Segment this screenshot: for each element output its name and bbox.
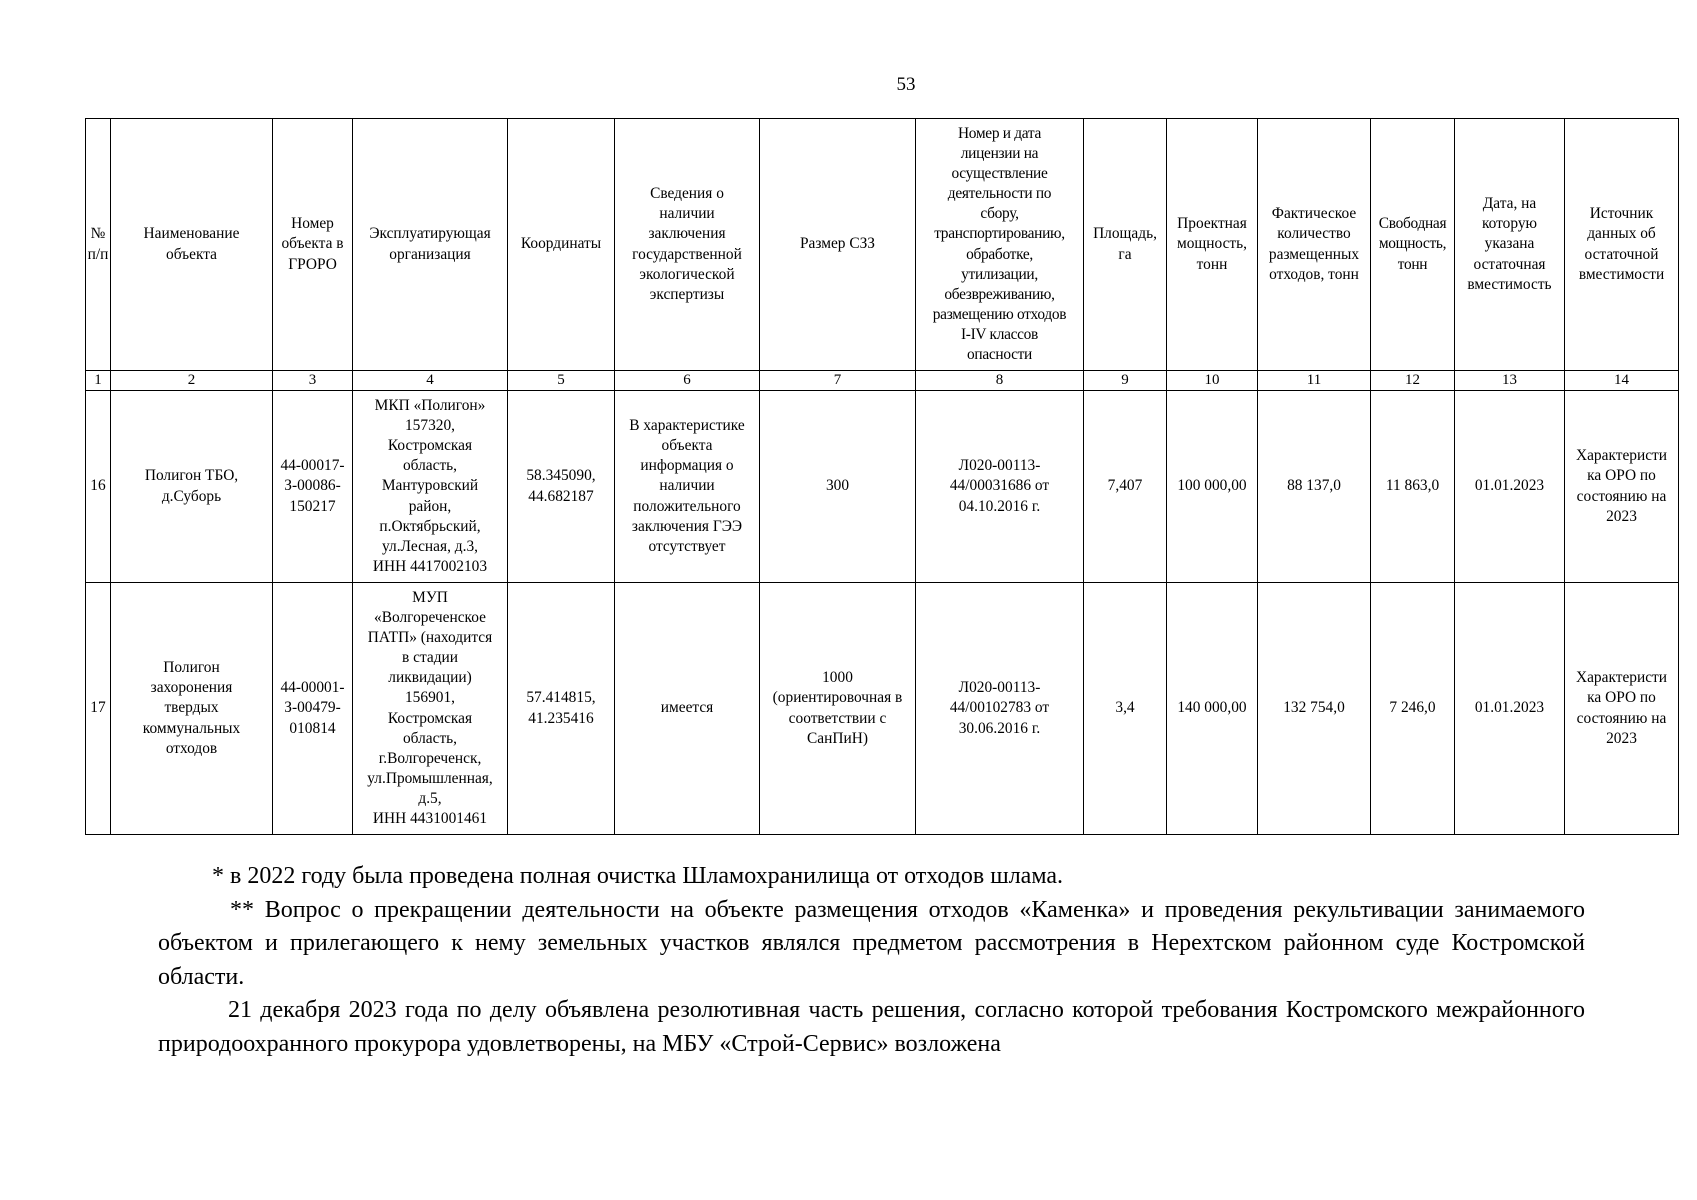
- paragraph-court-decision: 21 декабря 2023 года по делу объявлена резолютивная часть решения, согласно которой требования Костромского межрайонного природоохранного прокурора удовлетворены, на МБУ «Строй-Сервис» возложена: [158, 997, 1585, 1057]
- license-cell: [916, 583, 1084, 835]
- column-number: 11: [1258, 371, 1371, 391]
- cell-text-line: отходов: [165, 739, 218, 757]
- column-number: 2: [111, 371, 273, 391]
- cell-text-line: наличии: [659, 205, 715, 223]
- column-number: 12: [1371, 371, 1455, 391]
- design-capacity-cell: 100 000,00: [1167, 391, 1258, 583]
- column-number: 4: [353, 371, 508, 391]
- cell-text-line: Дата, на: [1482, 195, 1537, 213]
- waste-facilities-table: [85, 118, 1679, 835]
- column-number-row: [86, 371, 1679, 391]
- cell-text-line: Эксплуатирующая: [369, 225, 491, 243]
- cell-text-line: которую: [1481, 215, 1538, 233]
- cell-text-line: МУП: [412, 589, 448, 607]
- cell-text-line: ликвидации): [388, 669, 472, 687]
- cell-text-line: д.5,: [418, 789, 442, 807]
- cell-text-line: состоянию на: [1576, 709, 1667, 727]
- cell-text-line: Свободная: [1378, 215, 1447, 233]
- header-cell: [1167, 119, 1258, 371]
- license-cell: [916, 391, 1084, 583]
- cell-text-line: Костромская: [387, 437, 473, 455]
- object-name-cell: [111, 391, 273, 583]
- source-cell: [1565, 583, 1679, 835]
- cell-text-line: Проектная: [1177, 215, 1247, 233]
- cell-text-line: ка ОРО по: [1587, 467, 1656, 485]
- cell-text-line: тонн: [1397, 255, 1428, 273]
- cell-text-line: га: [1118, 245, 1132, 263]
- header-row: [86, 119, 1679, 371]
- groro-number-cell: [273, 391, 353, 583]
- cell-text-line: осуществление: [951, 165, 1048, 183]
- cell-text-line: Полигон: [163, 659, 220, 677]
- cell-text-line: 157320,: [404, 417, 456, 435]
- cell-text-line: п.Октябрьский,: [379, 517, 481, 535]
- cell-text-line: «Волгореченское: [374, 609, 486, 627]
- cell-text-line: остаточной: [1584, 245, 1659, 263]
- cell-text-line: объекта в: [281, 235, 344, 253]
- cell-text-line: транспортированию,: [934, 225, 1065, 243]
- cell-text-line: 44-00001-: [280, 679, 345, 697]
- date-cell: 01.01.2023: [1455, 391, 1565, 583]
- source-cell: [1565, 391, 1679, 583]
- cell-text-line: информация о: [640, 457, 734, 475]
- cell-text-line: соответствии с: [788, 709, 887, 727]
- header-cell: [760, 119, 916, 371]
- cell-text-line: 44.682187: [528, 487, 594, 505]
- cell-text-line: Фактическое: [1271, 205, 1357, 223]
- column-number: 10: [1167, 371, 1258, 391]
- cell-text-line: размещению отходов: [932, 305, 1067, 323]
- header-cell: [1258, 119, 1371, 371]
- actual-amount-cell: 132 754,0: [1258, 583, 1371, 835]
- cell-text-line: ГРОРО: [288, 255, 337, 273]
- cell-text-line: деятельности по: [947, 185, 1052, 203]
- cell-text-line: 58.345090,: [526, 467, 596, 485]
- cell-text-line: организация: [389, 245, 471, 263]
- header-cell: [1455, 119, 1565, 371]
- cell-text-line: МКП «Полигон»: [374, 397, 486, 415]
- cell-text-line: 04.10.2016 г.: [958, 497, 1041, 515]
- cell-text-line: 30.06.2016 г.: [958, 719, 1041, 737]
- cell-text-line: твердых: [164, 699, 219, 717]
- cell-text-line: объекта: [661, 437, 713, 455]
- cell-text-line: отсутствует: [648, 537, 726, 555]
- cell-text-line: ИНН 4417002103: [372, 557, 488, 575]
- row-number-cell: 16: [86, 391, 111, 583]
- date-cell: 01.01.2023: [1455, 583, 1565, 835]
- cell-text-line: Характеристи: [1575, 447, 1668, 465]
- cell-text-line: район,: [408, 497, 452, 515]
- cell-text-line: 150217: [289, 497, 336, 515]
- cell-text-line: область,: [402, 729, 458, 747]
- area-cell: 7,407: [1084, 391, 1167, 583]
- header-cell: [111, 119, 273, 371]
- cell-text-line: Номер и дата: [957, 125, 1042, 143]
- cell-text-line: остаточная: [1473, 255, 1546, 273]
- column-number: 7: [760, 371, 916, 391]
- header-cell: [508, 119, 615, 371]
- cell-text-line: сбору,: [980, 205, 1019, 223]
- cell-text-line: экспертизы: [649, 285, 725, 303]
- cell-text-line: ул.Лесная, д.3,: [382, 537, 478, 555]
- cell-text-line: ка ОРО по: [1587, 689, 1656, 707]
- cell-text-line: государственной: [632, 245, 742, 263]
- cell-text-line: 44/00031686 от: [949, 477, 1050, 495]
- cell-text-line: Координаты: [520, 235, 602, 253]
- cell-text-line: ПАТП» (находится: [367, 629, 493, 647]
- cell-text-line: 300: [825, 477, 850, 495]
- header-cell: [1084, 119, 1167, 371]
- table-row: [86, 391, 1679, 583]
- cell-text-line: заключения: [648, 225, 726, 243]
- cell-text-line: Полигон ТБО,: [144, 467, 239, 485]
- column-number: 3: [273, 371, 353, 391]
- cell-text-line: захоронения: [150, 679, 233, 697]
- header-cell: [353, 119, 508, 371]
- cell-text-line: объекта: [166, 245, 217, 263]
- cell-text-line: Номер: [291, 215, 334, 233]
- header-cell: [1565, 119, 1679, 371]
- column-number: 1: [86, 371, 111, 391]
- szz-size-cell: [760, 583, 916, 835]
- cell-text-line: область,: [402, 457, 458, 475]
- cell-text-line: д.Суборь: [161, 487, 222, 505]
- area-cell: 3,4: [1084, 583, 1167, 835]
- page-number: 53: [896, 74, 916, 95]
- cell-text-line: 156901,: [404, 689, 456, 707]
- cell-text-line: обезвреживанию,: [944, 285, 1055, 303]
- expertise-cell: [615, 583, 760, 835]
- cell-text-line: Наименование: [143, 225, 240, 243]
- cell-text-line: опасности: [966, 345, 1032, 363]
- free-capacity-cell: 11 863,0: [1371, 391, 1455, 583]
- cell-text-line: №: [90, 225, 106, 243]
- cell-text-line: мощность,: [1378, 235, 1447, 253]
- column-number: 5: [508, 371, 615, 391]
- column-number: 9: [1084, 371, 1167, 391]
- cell-text-line: 44-00017-: [280, 457, 345, 475]
- actual-amount-cell: 88 137,0: [1258, 391, 1371, 583]
- column-number: 13: [1455, 371, 1565, 391]
- cell-text-line: Костромская: [387, 709, 473, 727]
- cell-text-line: наличии: [659, 477, 715, 495]
- cell-text-line: состоянию на: [1576, 487, 1667, 505]
- cell-text-line: 1000: [822, 669, 853, 687]
- coordinates-cell: [508, 583, 615, 835]
- cell-text-line: г.Волгореченск,: [378, 749, 482, 767]
- cell-text-line: Л020-00113-: [958, 679, 1041, 697]
- header-cell: [1371, 119, 1455, 371]
- cell-text-line: 2023: [1606, 729, 1637, 747]
- cell-text-line: вместимость: [1467, 275, 1552, 293]
- cell-text-line: (ориентировочная в: [772, 689, 903, 707]
- cell-text-line: СанПиН): [807, 729, 868, 747]
- cell-text-line: Источник: [1589, 205, 1654, 223]
- cell-text-line: количество: [1277, 225, 1351, 243]
- footnote-2: ** Вопрос о прекращении деятельности на объекте размещения отходов «Каменка» и проведения рекультивации занимаемого объектом и прилегающего к нему земельных участков являлся предметом рассмотрения в Нерехтском районном суде Костромской области.: [158, 896, 1585, 990]
- cell-text-line: Размер СЗЗ: [799, 235, 876, 253]
- cell-text-line: данных об: [1587, 225, 1656, 243]
- cell-text-line: размещенных: [1268, 245, 1360, 263]
- cell-text-line: В характеристике: [629, 417, 745, 435]
- cell-text-line: I-IV классов: [960, 325, 1039, 343]
- cell-text-line: положительного: [633, 497, 741, 515]
- footnote-1: * в 2022 году была проведена полная очистка Шламохранилища от отходов шлама.: [212, 863, 1064, 889]
- free-capacity-cell: 7 246,0: [1371, 583, 1455, 835]
- header-cell: [86, 119, 111, 371]
- column-number: 6: [615, 371, 760, 391]
- cell-text-line: 44/00102783 от: [949, 699, 1050, 717]
- operator-cell: [353, 391, 508, 583]
- cell-text-line: экологической: [639, 265, 735, 283]
- cell-text-line: Л020-00113-: [958, 457, 1041, 475]
- cell-text-line: З-00479-: [284, 699, 341, 717]
- column-number: 8: [916, 371, 1084, 391]
- cell-text-line: имеется: [660, 699, 714, 717]
- cell-text-line: утилизации,: [961, 265, 1038, 283]
- cell-text-line: Сведения о: [650, 185, 724, 203]
- groro-number-cell: [273, 583, 353, 835]
- cell-text-line: ИНН 4431001461: [372, 809, 488, 827]
- cell-text-line: 010814: [289, 719, 336, 737]
- cell-text-line: указана: [1484, 235, 1535, 253]
- cell-text-line: п/п: [87, 245, 109, 263]
- cell-text-line: коммунальных: [142, 719, 241, 737]
- cell-text-line: в стадии: [402, 649, 458, 667]
- table-row: [86, 583, 1679, 835]
- column-number: 14: [1565, 371, 1679, 391]
- coordinates-cell: [508, 391, 615, 583]
- object-name-cell: [111, 583, 273, 835]
- design-capacity-cell: 140 000,00: [1167, 583, 1258, 835]
- cell-text-line: лицензии на: [960, 145, 1039, 163]
- row-number-cell: 17: [86, 583, 111, 835]
- cell-text-line: 41.235416: [528, 709, 594, 727]
- cell-text-line: Площадь,: [1093, 225, 1157, 243]
- szz-size-cell: [760, 391, 916, 583]
- cell-text-line: З-00086-: [284, 477, 341, 495]
- cell-text-line: обработке,: [966, 245, 1033, 263]
- footnotes: [158, 860, 1585, 1061]
- cell-text-line: Мантуровский: [381, 477, 479, 495]
- cell-text-line: заключения ГЭЭ: [631, 517, 743, 535]
- header-cell: [916, 119, 1084, 371]
- cell-text-line: 2023: [1606, 507, 1637, 525]
- header-cell: [615, 119, 760, 371]
- cell-text-line: Характеристи: [1575, 669, 1668, 687]
- cell-text-line: мощность,: [1176, 235, 1248, 253]
- operator-cell: [353, 583, 508, 835]
- cell-text-line: отходов, тонн: [1269, 265, 1359, 283]
- header-cell: [273, 119, 353, 371]
- cell-text-line: ул.Промышленная,: [367, 769, 493, 787]
- cell-text-line: 57.414815,: [526, 689, 596, 707]
- expertise-cell: [615, 391, 760, 583]
- cell-text-line: тонн: [1196, 255, 1228, 273]
- cell-text-line: вместимости: [1578, 265, 1665, 283]
